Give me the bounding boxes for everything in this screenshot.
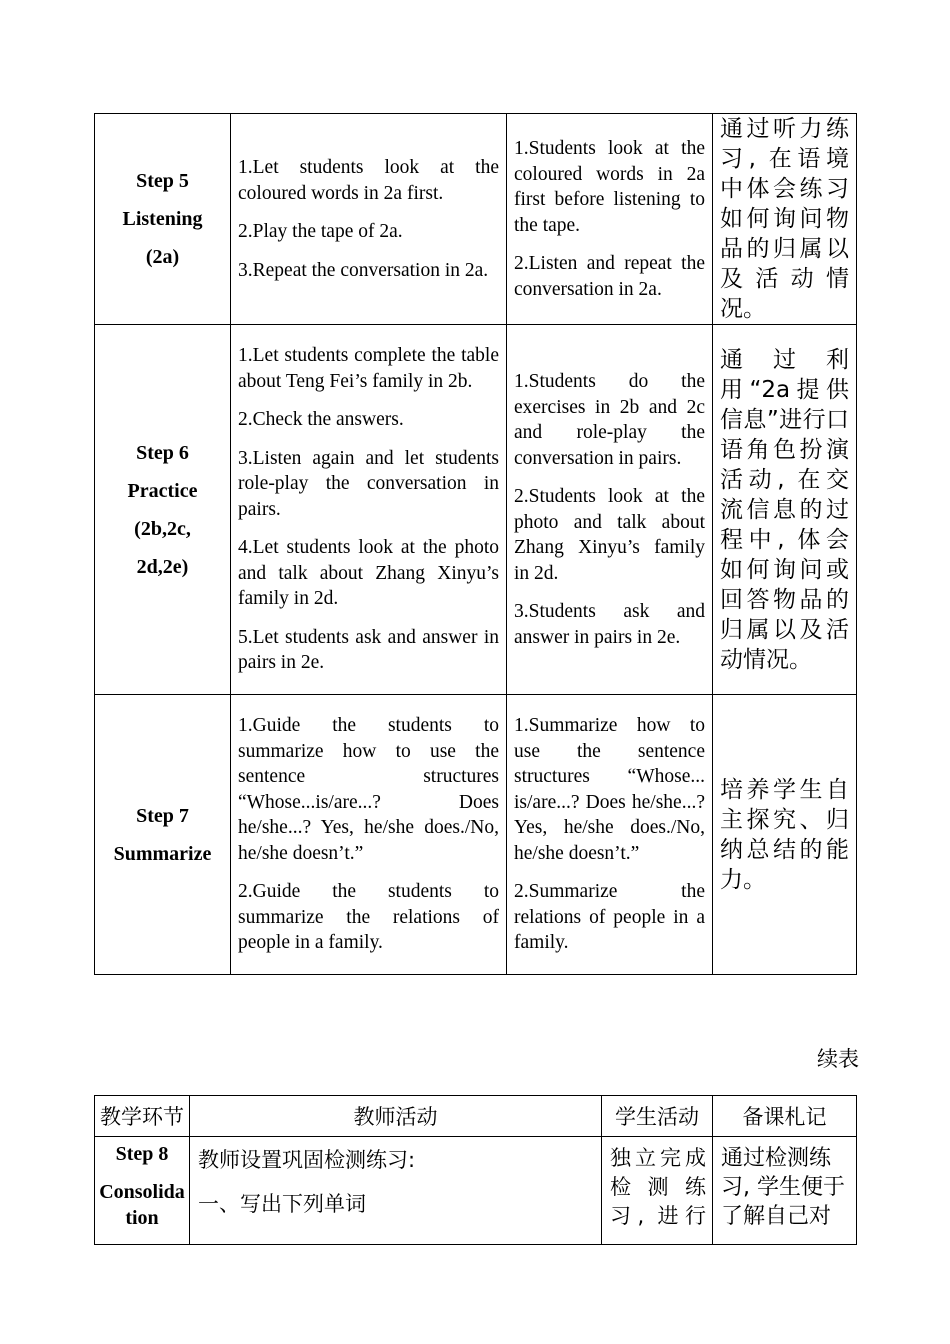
teacher-activity-item: 一、写出下列单词 — [198, 1192, 366, 1216]
step-number: Step 6 — [136, 441, 189, 464]
teacher-activity-item: 3.Listen again and let students role-play the conversation in pairs. — [238, 447, 499, 520]
lesson-note-cell: 通过利用“2a提供信息”进行口语角色扮演活动, 在交流信息的过程中, 体会如何询问或回答物品的归属以及活动情况。 — [713, 325, 857, 695]
step-part: 2d,2e) — [136, 555, 189, 578]
teacher-activity-item: 2.Guide the students to summarize the relations of people in a family. — [238, 881, 499, 954]
lesson-note-line: 通过检测练 — [721, 1146, 832, 1171]
student-activity-item: 1.Students look at the coloured words in 2a first before listening to the tape. — [514, 138, 705, 236]
step-row — [95, 1137, 857, 1245]
step-number: Step 7 — [136, 804, 189, 827]
step-name: Summarize — [113, 842, 212, 865]
student-activity-cell — [507, 695, 713, 975]
student-activity-item: 1.Students do the exercises in 2b and 2c and role-play the conversation in pairs. — [514, 371, 705, 469]
step-name: Consolidation — [99, 1181, 185, 1229]
lesson-note-line: 习, 学生便于 — [721, 1175, 845, 1200]
teacher-activity-item: 2.Check the answers. — [238, 409, 404, 431]
step-number: Step 8 — [115, 1143, 169, 1165]
header-notes: 备课札记 — [713, 1096, 857, 1137]
step-cell — [95, 695, 231, 975]
step-number: Step 5 — [136, 170, 189, 192]
teacher-activity-item: 教师设置巩固检测练习: — [198, 1148, 416, 1172]
continued-table — [94, 1095, 857, 1245]
step-cell — [95, 1137, 190, 1245]
teacher-activity-cell — [190, 1137, 602, 1245]
teacher-activity-cell — [231, 695, 507, 975]
teacher-activity-cell — [231, 114, 507, 325]
step-name: Listening — [122, 208, 203, 230]
step-row — [95, 695, 857, 975]
student-activity-item: 2.Summarize the relations of people in a family. — [514, 881, 705, 954]
student-activity-cell — [507, 114, 713, 325]
teacher-activity-item: 5.Let students ask and answer in pairs in 2e. — [238, 626, 499, 674]
header-step: 教学环节 — [95, 1096, 190, 1137]
student-activity-item: 2.Students look at the photo and talk about Zhang Xinyu’s family in 2d. — [514, 486, 705, 584]
teacher-activity-item: 2.Play the tape of 2a. — [238, 221, 403, 242]
step-row — [95, 114, 857, 325]
lesson-note-line: 了解自己对 — [721, 1204, 832, 1229]
continued-label: 续表 — [817, 1047, 859, 1071]
student-activity-line: 独立完成 — [610, 1146, 706, 1170]
student-activity-cell — [602, 1137, 713, 1245]
lesson-note-cell: 培养学生自主探究、归纳总结的能力。 — [713, 695, 857, 975]
teacher-activity-cell — [231, 325, 507, 695]
student-activity-item: 1.Summarize how to use the sentence structures “Whose... is/are...? Does he/she...? Yes, he/she does./No, he/she doesn’t.” — [514, 715, 705, 864]
lesson-note-cell: 通过听力练习, 在语境中体会练习如何询问物品的归属以及活动情况。 — [713, 114, 857, 325]
step-cell — [95, 114, 231, 325]
student-activity-line: 检测练 — [610, 1175, 706, 1199]
header-student: 学生活动 — [602, 1096, 713, 1137]
step-row — [95, 325, 857, 695]
step-part: (2a) — [145, 246, 180, 268]
teacher-activity-item: 1.Let students look at the coloured words in 2a first. — [238, 157, 499, 204]
step-part: (2b,2c, — [134, 517, 191, 540]
header-row — [95, 1096, 857, 1137]
teacher-activity-item: 4.Let students look at the photo and talk about Zhang Xinyu’s family in 2d. — [238, 537, 499, 610]
student-activity-item: 2.Listen and repeat the conversation in 2a. — [514, 253, 705, 300]
teacher-activity-item: 1.Let students complete the table about Teng Fei’s family in 2b. — [238, 345, 499, 392]
lesson-note-cell — [713, 1137, 857, 1245]
teacher-activity-item: 1.Guide the students to summarize how to use the sentence structures “Whose...is/are...? Does he/she...? Yes, he/she does./No, he/she doesn’t.” — [238, 715, 499, 864]
step-cell — [95, 325, 231, 695]
student-activity-cell — [507, 325, 713, 695]
teacher-activity-item: 3.Repeat the conversation in 2a. — [238, 259, 489, 281]
student-activity-line: 习, 进行 — [610, 1204, 706, 1228]
step-name: Practice — [127, 479, 198, 502]
lesson-plan-table — [94, 113, 857, 975]
student-activity-item: 3.Students ask and answer in pairs in 2e. — [514, 601, 705, 648]
header-teacher: 教师活动 — [190, 1096, 602, 1137]
